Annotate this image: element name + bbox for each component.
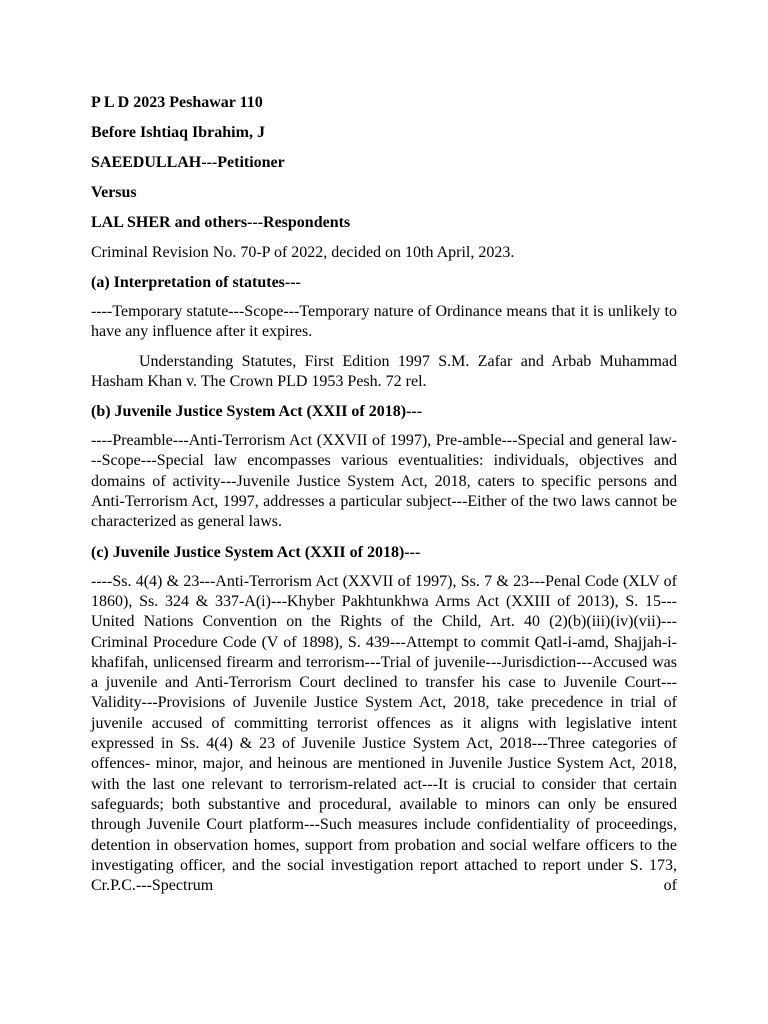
versus: Versus: [91, 184, 137, 201]
bench: Before Ishtiaq Ibrahim, J: [91, 124, 265, 141]
section-c-paragraph-1: ----Ss. 4(4) & 23---Anti-Terrorism Act (XXVII of 1997), Ss. 7 & 23---Penal Code (XLV of 1860), Ss. 324 & 337-A(i)---Khyber Pakhtunkhwa Arms Act (XXIII of 2013), S. 15---United Nations Convention on the Rights of the Child, Art. 40 (2)(b)(iii)(iv)(vii)---Criminal Procedure Code (V of 1898), S. 439---Attempt to commit Qatl-i-amd, Shajjah-i-khafifah, unlicensed firearm and terrorism---Trial of juvenile---Jurisdiction---Accused was a juvenile and Anti-Terrorism Court declined to transfer his case to Juvenile Court---Validity---Provisions of Juvenile Justice System Act, 2018, take precedence in trial of juvenile accused of committing terrorist offences as it aligns with legislative intent expressed in Ss. 4(4) & 23 of Juvenile Justice System Act, 2018---Three categories of offences- minor, major, and heinous are mentioned in Juvenile Justice System Act, 2018, with the last one relevant to terrorism-related act---It is crucial to consider that certain safeguards; both substantive and procedural, available to minors can only be ensured through Juvenile Court platform---Such measures include confidentiality of proceedings, detention in observation homes, support from probation and social welfare officers to the investigating officer, and the social investigation report attached to report under S. 173, Cr.P.C.---Spectrum of: [91, 572, 677, 895]
section-heading-c: (c) Juvenile Justice System Act (XXII of 2018)---: [91, 543, 421, 561]
petitioner: SAEEDULLAH---Petitioner: [91, 154, 285, 171]
respondents: LAL SHER and others---Respondents: [91, 214, 351, 231]
judgment-document: [91, 92, 677, 905]
citation: P L D 2023 Peshawar 110: [91, 94, 263, 111]
case-info: Criminal Revision No. 70-P of 2022, decided on 10th April, 2023.: [91, 244, 515, 261]
section-a-paragraph-2: Understanding Statutes, First Edition 1997 S.M. Zafar and Arbab Muhammad Hasham Khan v. The Crown PLD 1953 Pesh. 72 rel.: [91, 352, 677, 390]
section-b-paragraph-1: ----Preamble---Anti-Terrorism Act (XXVII of 1997), Pre-amble---Special and general law---Scope---Special law encompasses various eventualities: individuals, objectives and domains of activity---Juvenile Justice System Act, 2018, caters to specific persons and Anti-Terrorism Act, 1997, addresses a particular subject---Either of the two laws cannot be characterized as general laws.: [91, 432, 677, 531]
section-a-paragraph-1: ----Temporary statute---Scope---Temporary nature of Ordinance means that it is unlikely to have any influence after it expires.: [91, 303, 677, 341]
section-heading-a: (a) Interpretation of statutes---: [91, 274, 301, 291]
section-heading-b: (b) Juvenile Justice System Act (XXII of 2018)---: [91, 403, 423, 421]
